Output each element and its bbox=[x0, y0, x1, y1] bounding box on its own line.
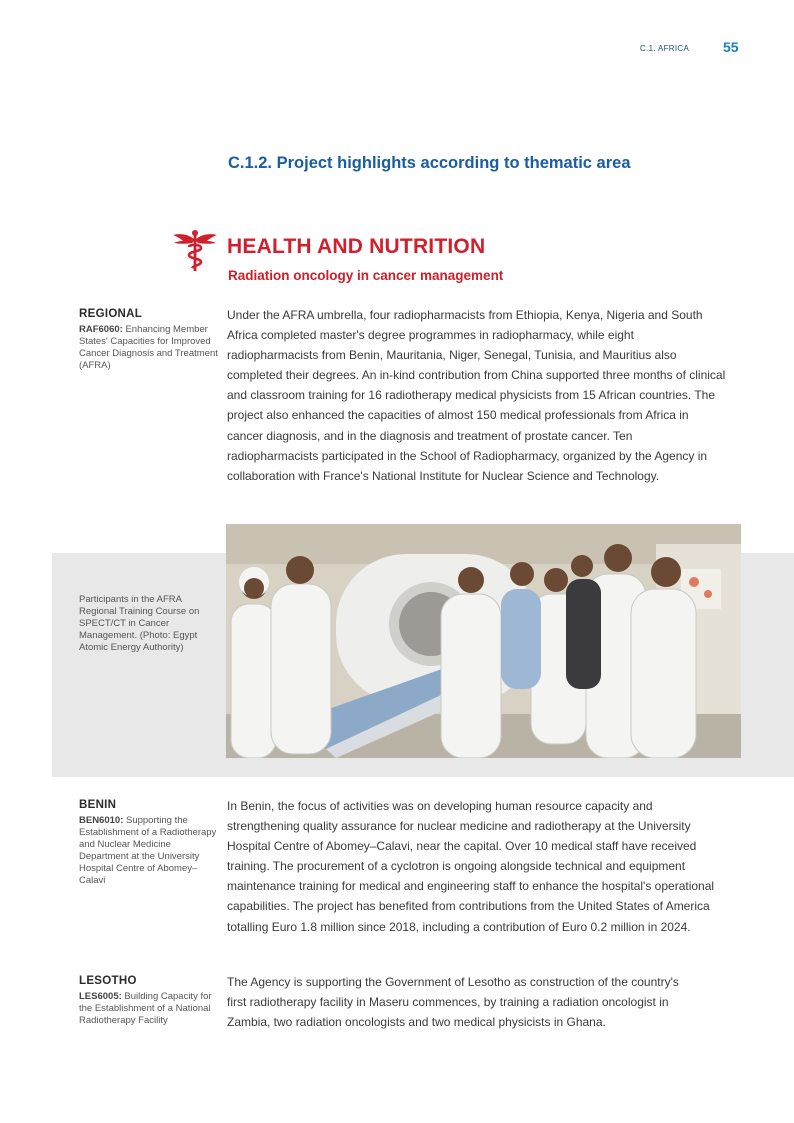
page-number: 55 bbox=[723, 39, 739, 55]
project-title: Enhancing Member States' Capacities for Improved Cancer Diagnosis and Treatment (AFRA) bbox=[79, 324, 218, 371]
theme-title: HEALTH AND NUTRITION bbox=[227, 235, 486, 258]
region-name: BENIN bbox=[79, 799, 117, 811]
project-title: Building Capacity for the Establishment of a National Radiotherapy Facility bbox=[79, 991, 212, 1026]
caduceus-icon bbox=[172, 226, 218, 272]
project-description bbox=[79, 991, 219, 1027]
side-label-lesotho bbox=[79, 975, 219, 1027]
training-course-photo bbox=[226, 524, 741, 758]
theme-subtitle: Radiation oncology in cancer management bbox=[228, 268, 504, 283]
side-label-benin bbox=[79, 799, 219, 887]
section-title: C.1.2. Project highlights according to thematic area bbox=[228, 154, 631, 172]
project-code: RAF6060: bbox=[79, 324, 123, 335]
region-name: LESOTHO bbox=[79, 975, 137, 987]
paragraph-lesotho: The Agency is supporting the Government of Lesotho as construction of the country's first radiotherapy facility in Maseru commences, by training a radiation oncologist in Zambia, two radiation oncologists and two medical physicists in Ghana. bbox=[227, 975, 679, 1030]
project-description bbox=[79, 324, 219, 372]
region-name: REGIONAL bbox=[79, 308, 143, 320]
project-code: BEN6010: bbox=[79, 815, 124, 826]
side-label-regional bbox=[79, 308, 219, 372]
paragraph-benin: In Benin, the focus of activities was on developing human resource capacity and strengthening quality assurance for nuclear medicine and radiotherapy at the University Hospital Centre of Abomey–Calavi, near the capital. Over 10 medical staff have received training. The procurement of a cyclotron is ongoing alongside technical and equipment maintenance training for medical and engineering staff to enhance the hospital's operational capabilities. The project has benefited from contributions from the United States of America totalling Euro 1.8 million since 2018, including a contribution of Euro 0.2 million in 2024. bbox=[227, 799, 715, 934]
project-description bbox=[79, 815, 219, 887]
paragraph-regional: Under the AFRA umbrella, four radiopharmacists from Ethiopia, Kenya, Nigeria and South Africa completed master's degree programmes in radiopharmacy, while eight radiopharmacists from Benin, Mauritania, Niger, Senegal, Tunisia, and Mauritius also completed their degrees. An in-kind contribution from China supported three months of clinical and classroom training for 16 radiotherapy medical physicists from 15 African countries. The project also enhanced the capacities of almost 150 medical professionals from Africa in cancer diagnosis, and in the diagnosis and treatment of prostate cancer. Ten radiopharmacists participated in the School of Radiopharmacy, organized by the Agency in collaboration with France's National Institute for Nuclear Science and Technology. bbox=[227, 308, 726, 483]
project-code: LES6005: bbox=[79, 991, 122, 1002]
photo-caption: Participants in the AFRA Regional Training Course on SPECT/CT in Cancer Management. (Photo: Egypt Atomic Energy Authority) bbox=[79, 594, 200, 653]
running-header-section: C.1. AFRICA bbox=[640, 44, 690, 53]
project-title: Supporting the Establishment of a Radiotherapy and Nuclear Medicine Department at the University Hospital Centre of Abomey–Calavi bbox=[79, 815, 217, 886]
